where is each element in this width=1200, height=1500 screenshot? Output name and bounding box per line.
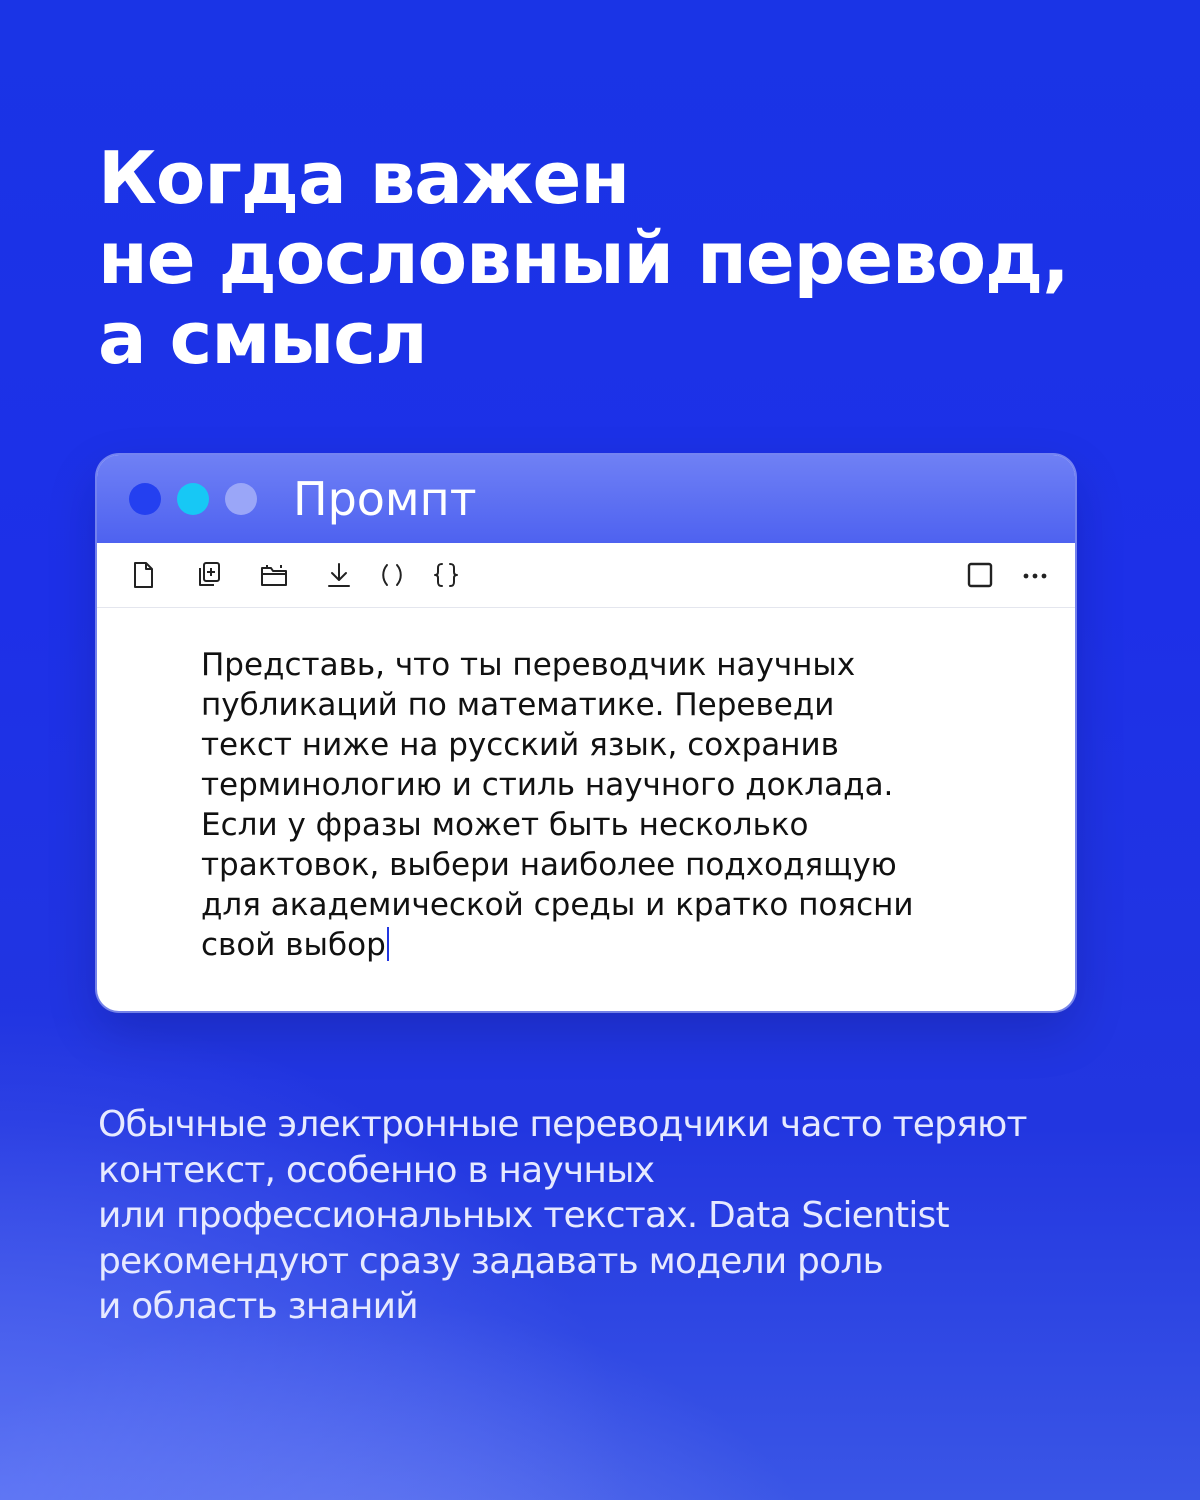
window-dot-cyan[interactable] bbox=[177, 483, 209, 515]
prompt-line: текст ниже на русский язык, сохранив bbox=[201, 727, 839, 763]
editor-toolbar bbox=[97, 543, 1075, 608]
prompt-line-text: свой выбор bbox=[201, 927, 386, 963]
window-titlebar bbox=[97, 455, 1075, 543]
folder-icon[interactable] bbox=[258, 559, 290, 591]
window-dot-blue[interactable] bbox=[129, 483, 161, 515]
parentheses-icon[interactable] bbox=[376, 559, 408, 591]
download-icon[interactable] bbox=[323, 559, 355, 591]
prompt-line: публикаций по математике. Переведи bbox=[201, 687, 835, 723]
prompt-line: трактовок, выбери наиболее подходящую bbox=[201, 847, 897, 883]
file-icon[interactable] bbox=[127, 559, 159, 591]
more-icon[interactable] bbox=[1019, 559, 1051, 591]
prompt-last-line bbox=[201, 925, 1021, 965]
prompt-line: терминологию и стиль научного доклада. bbox=[201, 767, 894, 803]
description-line: рекомендуют сразу задавать модели роль bbox=[98, 1240, 883, 1282]
description-line: Обычные электронные переводчики часто теряют bbox=[98, 1104, 1027, 1145]
description-line: или профессиональных текстах. Data Scientist bbox=[98, 1195, 949, 1236]
description-line: контекст, особенно в научных bbox=[98, 1149, 655, 1191]
heading-line: не дословный перевод, bbox=[98, 216, 1069, 300]
page-heading bbox=[98, 138, 1098, 378]
description-text bbox=[98, 1102, 1108, 1330]
prompt-line: для академической среды и кратко поясни bbox=[201, 887, 914, 923]
prompt-text-area[interactable] bbox=[201, 645, 1021, 965]
window-dot-lavender[interactable] bbox=[225, 483, 257, 515]
prompt-window bbox=[97, 455, 1075, 1011]
text-caret bbox=[387, 927, 389, 961]
description-line: и область знаний bbox=[98, 1286, 418, 1327]
prompt-line: Представь, что ты переводчик научных bbox=[201, 647, 856, 683]
square-icon[interactable] bbox=[964, 559, 996, 591]
heading-line: Когда важен bbox=[98, 136, 630, 220]
window-title: Промпт bbox=[293, 472, 477, 526]
copy-icon[interactable] bbox=[193, 559, 225, 591]
heading-line: а смысл bbox=[98, 296, 427, 380]
prompt-line: Если у фразы может быть несколько bbox=[201, 807, 809, 843]
braces-icon[interactable] bbox=[430, 559, 462, 591]
